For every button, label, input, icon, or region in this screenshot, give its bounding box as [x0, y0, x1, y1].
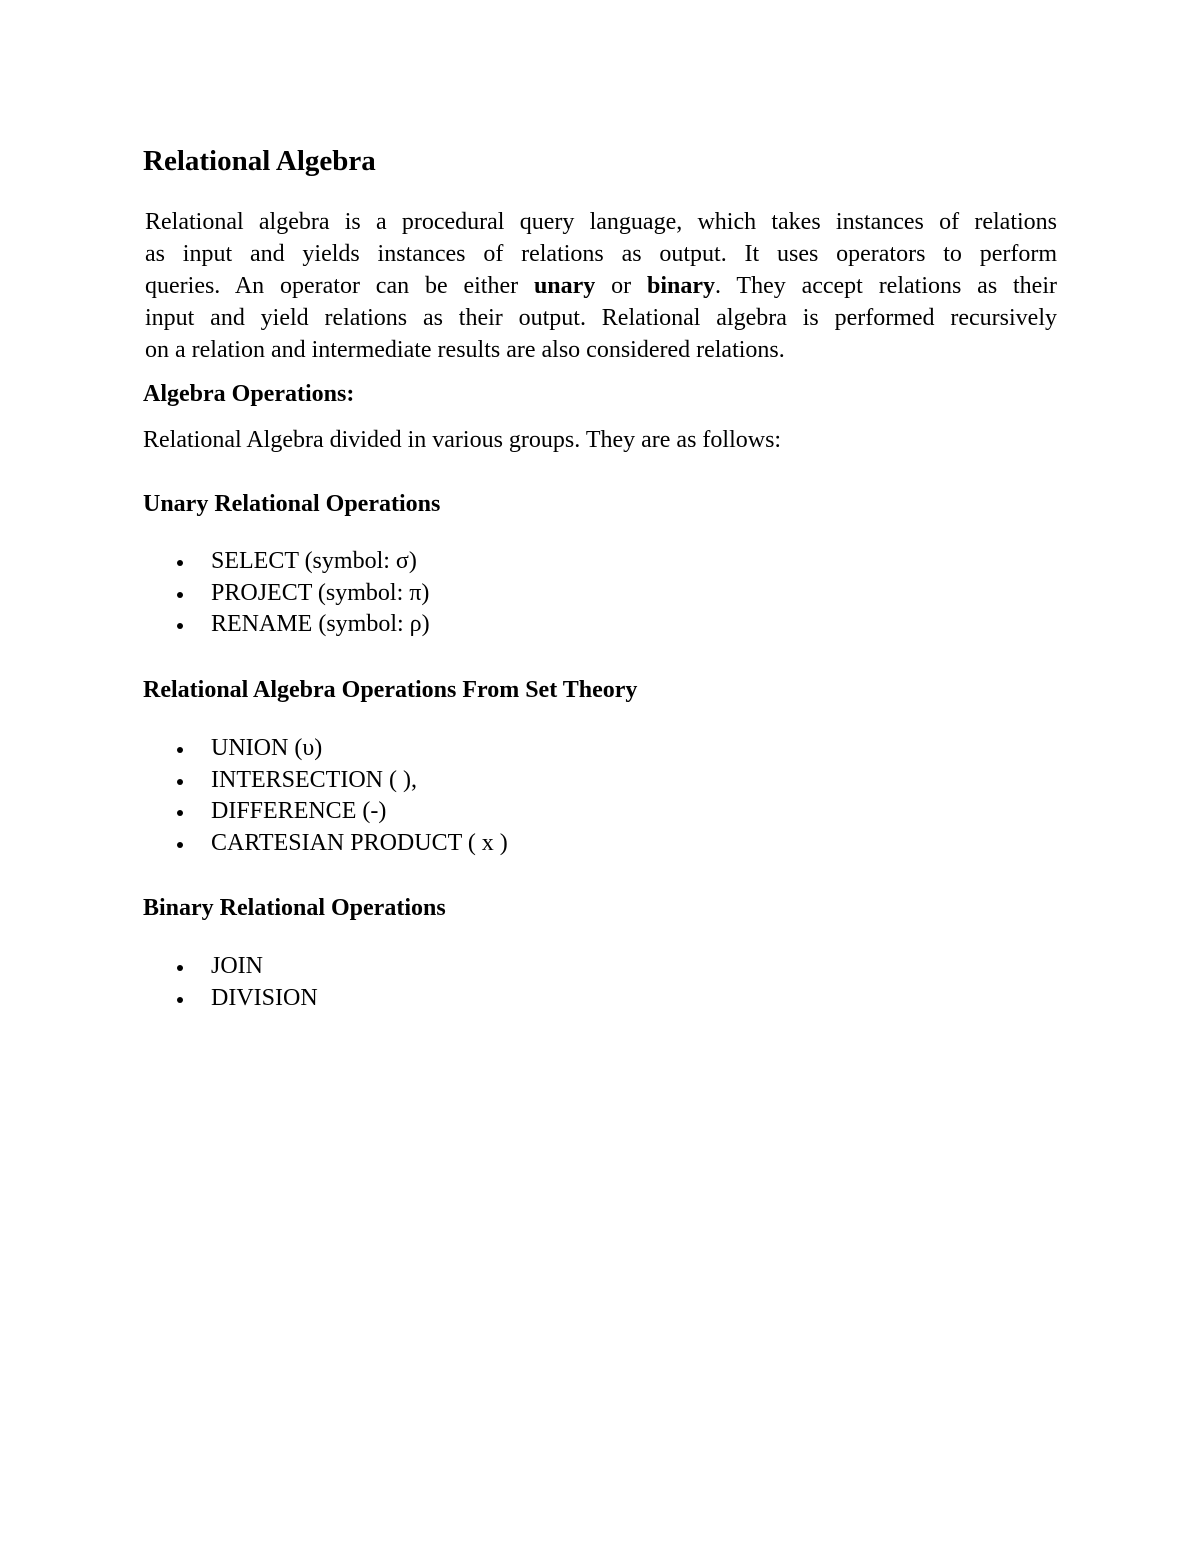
list-item: [143, 796, 508, 828]
bullet-icon: [177, 997, 183, 1003]
bullet-icon: [177, 965, 183, 971]
unary-operations-list: [143, 546, 430, 641]
intro-text: . They accept relations as their: [715, 273, 1057, 299]
bullet-icon: [177, 779, 183, 785]
list-item: [143, 546, 430, 578]
list-item-text: DIFFERENCE (-): [211, 798, 387, 824]
list-item: [143, 951, 318, 983]
list-item-text: CARTESIAN PRODUCT ( x ): [211, 829, 508, 856]
list-item: [143, 578, 430, 610]
intro-line: [145, 270, 1057, 302]
list-item: [143, 983, 318, 1015]
page-title: Relational Algebra: [143, 145, 376, 177]
unary-operations-heading: Unary Relational Operations: [143, 491, 441, 517]
binary-operations-list: [143, 951, 318, 1014]
set-theory-list: [143, 733, 508, 859]
set-theory-heading: Relational Algebra Operations From Set Theory: [143, 677, 638, 703]
bullet-icon: [177, 842, 183, 848]
list-item: [143, 765, 508, 797]
list-item-text: SELECT (symbol: σ): [211, 548, 417, 574]
intro-line: as input and yields instances of relations as output. It uses operators to perform: [145, 241, 1057, 267]
algebra-operations-text: Relational Algebra divided in various groups. They are as follows:: [143, 427, 782, 453]
algebra-operations-heading: Algebra Operations:: [143, 381, 355, 407]
list-item-text: DIVISION: [211, 984, 318, 1011]
bullet-icon: [177, 592, 183, 598]
binary-operations-heading: Binary Relational Operations: [143, 895, 446, 921]
list-item-text: JOIN: [211, 953, 263, 979]
unary-term: unary: [533, 273, 596, 299]
binary-term: binary: [646, 273, 715, 299]
bullet-icon: [177, 560, 183, 566]
list-item-text: UNION (υ): [211, 735, 323, 761]
list-item-text: RENAME (symbol: ρ): [211, 611, 430, 637]
list-item: [143, 609, 430, 641]
intro-line: Relational algebra is a procedural query language, which takes instances of relations: [145, 209, 1057, 235]
bullet-icon: [177, 747, 183, 753]
list-item: [143, 828, 508, 860]
intro-text: or: [595, 273, 647, 299]
list-item-text: PROJECT (symbol: π): [211, 579, 430, 606]
intro-line: input and yield relations as their output. Relational algebra is performed recursively: [145, 305, 1057, 331]
intro-text: queries. An operator can be either: [145, 273, 534, 299]
intro-paragraph: [145, 206, 1057, 366]
list-item-text: INTERSECTION ( ),: [211, 766, 417, 793]
bullet-icon: [177, 623, 183, 629]
intro-line: on a relation and intermediate results are also considered relations.: [145, 337, 785, 363]
list-item: [143, 733, 508, 765]
bullet-icon: [177, 810, 183, 816]
